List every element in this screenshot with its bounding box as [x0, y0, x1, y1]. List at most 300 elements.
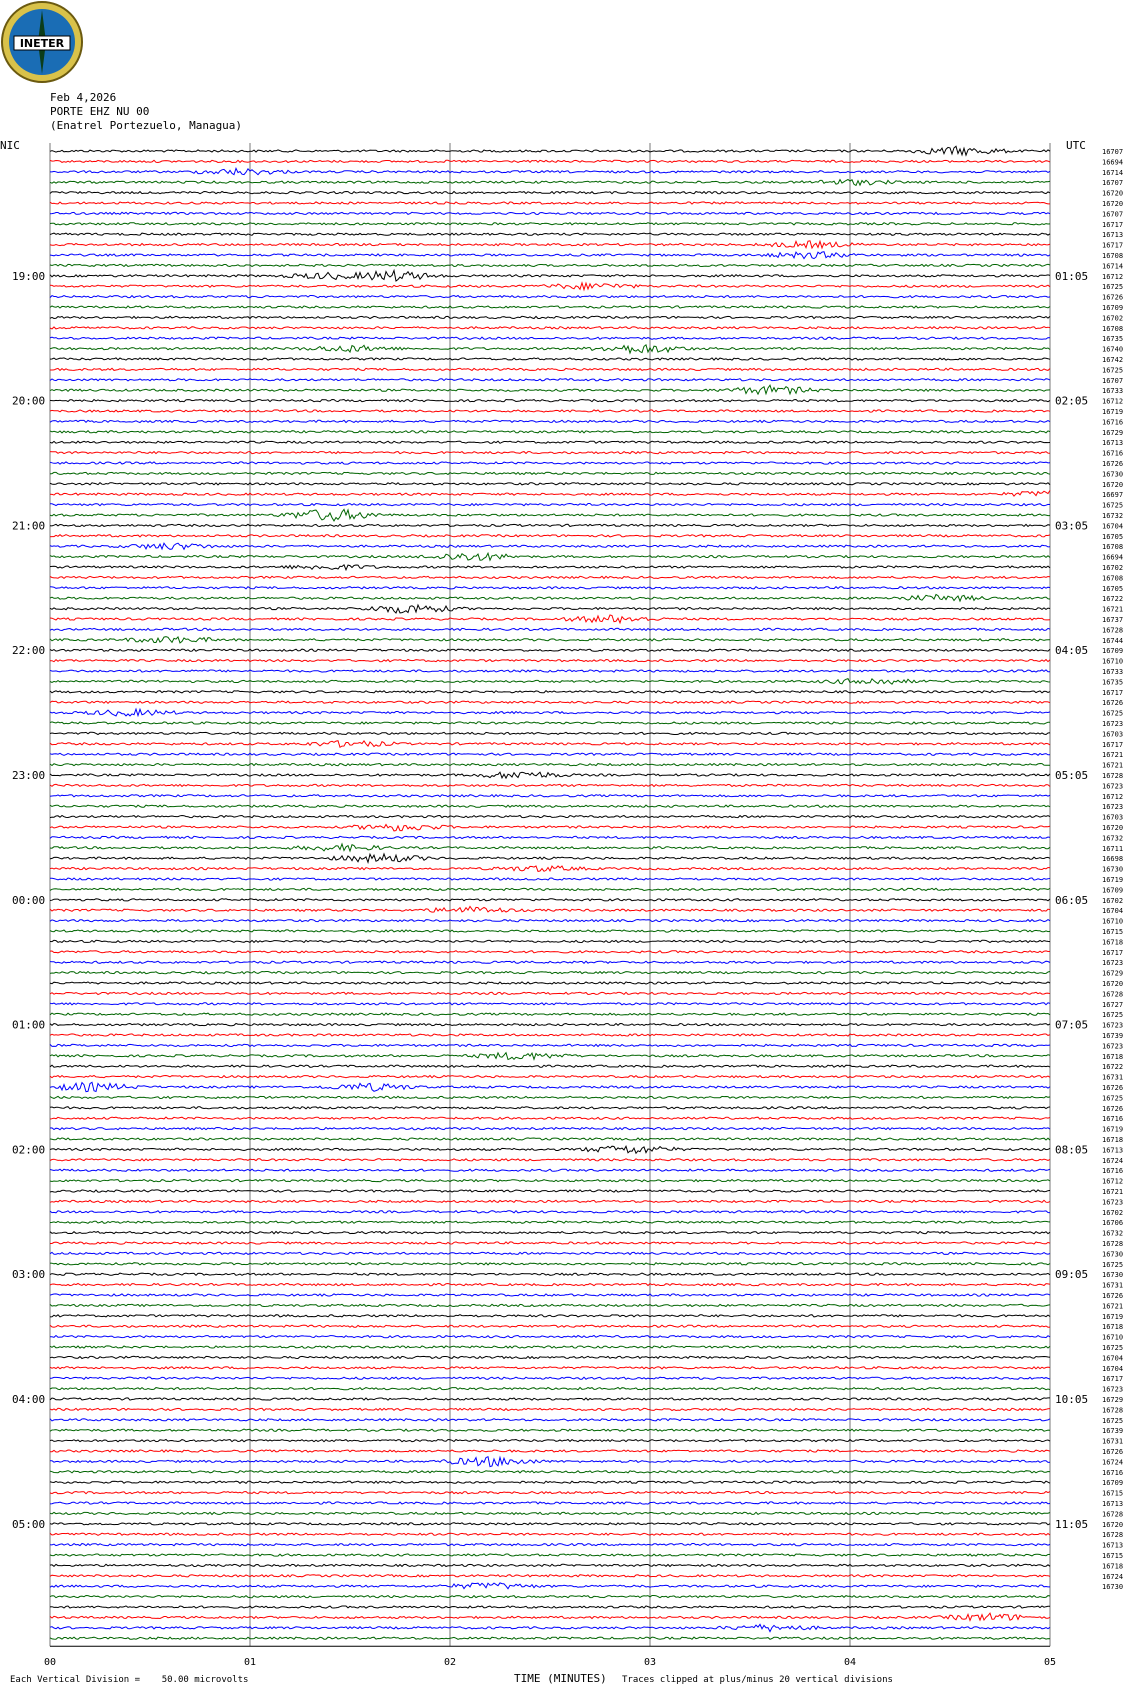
seismic-trace: [50, 192, 1050, 194]
seismic-trace: [50, 709, 1050, 716]
trace-value-label: 16717: [1102, 740, 1124, 749]
seismic-trace: [50, 1523, 1050, 1525]
seismic-trace: [50, 587, 1050, 589]
seismic-trace: [50, 1221, 1050, 1223]
seismic-trace: [50, 1034, 1050, 1036]
trace-value-label: 16724: [1102, 1572, 1124, 1581]
trace-value-label: 16726: [1102, 1448, 1124, 1456]
seismic-trace: [50, 509, 1050, 521]
trace-value-label: 16730: [1102, 865, 1124, 874]
trace-value-label: 16740: [1102, 345, 1124, 354]
seismic-trace: [50, 866, 1050, 871]
seismic-trace: [50, 1117, 1050, 1119]
seismic-trace: [50, 472, 1050, 474]
left-timezone-label: NIC: [0, 139, 20, 152]
trace-value-label: 16728: [1102, 1510, 1124, 1519]
trace-value-label: 16720: [1102, 1520, 1124, 1529]
nic-hour-label: 22:00: [12, 644, 46, 658]
trace-value-label: 16731: [1102, 1281, 1124, 1290]
x-tick-label: 05: [1043, 1657, 1057, 1668]
seismic-trace: [50, 930, 1050, 932]
seismic-trace: [50, 543, 1050, 549]
trace-value-label: 16704: [1102, 907, 1124, 916]
trace-value-label: 16733: [1102, 387, 1124, 396]
nic-hour-label: 20:00: [12, 394, 46, 408]
trace-value-label: 16728: [1102, 990, 1124, 999]
trace-value-label: 16722: [1102, 595, 1124, 604]
trace-value-label: 16726: [1102, 699, 1124, 708]
seismic-trace: [50, 1138, 1050, 1140]
trace-value-label: 16718: [1102, 1136, 1124, 1144]
seismic-trace: [50, 732, 1050, 734]
trace-value-label: 16721: [1102, 751, 1124, 760]
trace-value-label: 16725: [1102, 1011, 1124, 1020]
seismic-trace: [50, 691, 1050, 693]
trace-value-label: 16735: [1102, 678, 1124, 687]
trace-value-label: 16724: [1102, 1458, 1124, 1467]
seismic-trace: [50, 1013, 1050, 1015]
x-tick-label: 04: [843, 1657, 857, 1668]
trace-value-label: 16727: [1102, 1000, 1124, 1009]
seismic-trace: [50, 576, 1050, 578]
seismic-trace: [50, 1471, 1050, 1473]
trace-value-label: 16707: [1102, 210, 1124, 219]
trace-value-label: 16715: [1102, 1489, 1124, 1498]
trace-value-label: 16698: [1102, 855, 1124, 864]
seismic-trace: [50, 764, 1050, 766]
seismic-trace: [50, 961, 1050, 963]
trace-value-label: 16716: [1102, 449, 1124, 458]
trace-value-label: 16703: [1102, 730, 1124, 739]
nic-hour-label: 04:00: [12, 1393, 46, 1406]
trace-value-label: 16725: [1102, 1416, 1124, 1425]
trace-value-label: 16710: [1102, 917, 1124, 926]
trace-value-label: 16705: [1102, 584, 1124, 593]
seismic-trace: [50, 906, 1050, 912]
seismic-trace: [50, 1336, 1050, 1338]
trace-value-label: 16694: [1102, 158, 1124, 167]
seismic-trace: [50, 1377, 1050, 1379]
seismic-trace: [50, 615, 1050, 623]
utc-hour-label: 03:05: [1055, 519, 1089, 533]
seismic-trace: [50, 595, 1050, 602]
trace-value-label: 16709: [1102, 304, 1124, 312]
trace-value-label: 16723: [1102, 1198, 1124, 1207]
seismic-trace: [50, 327, 1050, 329]
trace-value-label: 16730: [1102, 1271, 1124, 1280]
utc-hour-label: 02:05: [1055, 394, 1089, 408]
seismic-trace: [50, 1398, 1050, 1400]
seismic-trace: [50, 1613, 1050, 1620]
trace-value-label: 16713: [1102, 439, 1124, 448]
seismic-trace: [50, 649, 1050, 651]
trace-value-label: 16742: [1102, 356, 1124, 364]
trace-value-label: 16731: [1102, 1073, 1124, 1082]
trace-value-label: 16721: [1102, 1188, 1124, 1196]
seismic-trace: [50, 1082, 1050, 1091]
trace-value-label: 16712: [1102, 1177, 1124, 1186]
x-tick-label: 01: [243, 1657, 257, 1668]
trace-value-label: 16739: [1102, 1032, 1124, 1040]
seismic-trace: [50, 1606, 1050, 1608]
seismic-trace: [50, 1232, 1050, 1234]
trace-value-label: 16717: [1102, 1375, 1124, 1384]
utc-hour-label: 10:05: [1055, 1393, 1089, 1406]
trace-value-label: 16714: [1102, 262, 1124, 271]
seismic-trace: [50, 888, 1050, 890]
seismic-trace: [50, 878, 1050, 880]
trace-value-label: 16722: [1102, 1063, 1124, 1072]
trace-value-label: 16725: [1102, 1260, 1124, 1269]
trace-value-label: 16725: [1102, 501, 1124, 510]
seismic-trace: [50, 784, 1050, 786]
seismic-trace: [50, 168, 1050, 174]
seismic-trace: [50, 836, 1050, 838]
clip-note: Traces clipped at plus/minus 20 vertical divisions: [622, 1675, 893, 1685]
trace-value-label: 16713: [1102, 1146, 1124, 1155]
trace-value-label: 16733: [1102, 668, 1124, 676]
seismic-trace: [50, 1533, 1050, 1535]
trace-value-label: 16717: [1102, 220, 1124, 229]
trace-value-label: 16719: [1102, 408, 1124, 416]
trace-value-label: 16721: [1102, 605, 1124, 614]
seismic-trace: [50, 605, 1050, 613]
trace-value-label: 16731: [1102, 1437, 1124, 1446]
trace-value-label: 16694: [1102, 553, 1124, 562]
trace-value-label: 16720: [1102, 189, 1124, 198]
seismic-trace: [50, 795, 1050, 797]
seismic-trace: [50, 420, 1050, 422]
seismic-trace: [50, 252, 1050, 259]
utc-hour-label: 05:05: [1055, 769, 1089, 782]
utc-hour-label: 06:05: [1055, 893, 1089, 907]
seismic-trace: [50, 1146, 1050, 1153]
trace-value-label: 16723: [1102, 782, 1124, 791]
trace-value-label: 16702: [1102, 564, 1124, 572]
seismic-trace: [50, 223, 1050, 225]
utc-hour-label: 01:05: [1055, 269, 1089, 283]
seismic-trace: [50, 1107, 1050, 1109]
seismic-trace: [50, 1554, 1050, 1556]
seismic-trace: [50, 241, 1050, 248]
seismic-trace: [50, 1346, 1050, 1348]
seismic-trace: [50, 271, 1050, 282]
nic-hour-label: 01:00: [12, 1018, 46, 1032]
trace-value-label: 16714: [1102, 168, 1124, 177]
seismic-trace: [50, 316, 1050, 318]
seismic-trace: [50, 1053, 1050, 1060]
trace-value-label: 16718: [1102, 1562, 1124, 1571]
trace-value-label: 16732: [1102, 834, 1124, 843]
seismic-trace: [50, 1388, 1050, 1390]
seismic-trace: [50, 1242, 1050, 1244]
seismic-trace: [50, 1263, 1050, 1265]
seismic-trace: [50, 160, 1050, 162]
trace-value-label: 16707: [1102, 179, 1124, 188]
trace-value-label: 16728: [1102, 1240, 1124, 1248]
trace-value-label: 16728: [1102, 1531, 1124, 1540]
station-code: PORTE EHZ NU 00: [50, 105, 150, 118]
trace-value-label: 16716: [1102, 1167, 1124, 1176]
utc-hour-label: 09:05: [1055, 1268, 1089, 1282]
trace-value-label: 16720: [1102, 824, 1124, 832]
seismic-trace: [50, 1624, 1050, 1631]
right-timezone-label: UTC: [1066, 139, 1086, 152]
seismic-trace: [50, 1200, 1050, 1202]
seismic-trace: [50, 701, 1050, 703]
trace-value-label: 16723: [1102, 1021, 1124, 1030]
trace-value-label: 16725: [1102, 709, 1124, 718]
seismic-trace: [50, 1180, 1050, 1182]
seismic-trace: [50, 337, 1050, 339]
logo-text: INETER: [19, 37, 65, 50]
seismic-trace: [50, 452, 1050, 454]
trace-value-label: 16717: [1102, 241, 1124, 250]
seismic-trace: [50, 920, 1050, 922]
seismic-trace: [50, 628, 1050, 630]
seismic-trace: [50, 805, 1050, 807]
seismic-trace: [50, 1408, 1050, 1410]
trace-value-label: 16710: [1102, 1333, 1124, 1342]
trace-value-label: 16726: [1102, 1084, 1124, 1092]
trace-value-label: 16726: [1102, 1292, 1124, 1300]
seismic-trace: [50, 1429, 1050, 1431]
seismic-trace: [50, 940, 1050, 942]
trace-value-label: 16717: [1102, 948, 1124, 957]
seismic-trace: [50, 1457, 1050, 1467]
seismic-trace: [50, 854, 1050, 862]
trace-value-label: 16706: [1102, 1219, 1124, 1228]
trace-value-label: 16709: [1102, 886, 1124, 895]
trace-value-label: 16721: [1102, 1302, 1124, 1311]
seismic-trace: [50, 1315, 1050, 1317]
seismic-trace: [50, 1450, 1050, 1452]
seismic-trace: [50, 660, 1050, 662]
trace-value-label: 16718: [1102, 938, 1124, 947]
trace-value-label: 16725: [1102, 1344, 1124, 1352]
trace-value-label: 16720: [1102, 480, 1124, 489]
seismic-trace: [50, 1512, 1050, 1514]
trace-value-label: 16723: [1102, 803, 1124, 812]
trace-value-label: 16716: [1102, 1115, 1124, 1124]
seismic-trace: [50, 741, 1050, 748]
trace-value-label: 16728: [1102, 626, 1124, 635]
seismic-trace: [50, 146, 1050, 155]
trace-value-label: 16715: [1102, 928, 1124, 936]
trace-value-label: 16728: [1102, 772, 1124, 780]
trace-value-label: 16707: [1102, 376, 1124, 385]
trace-value-label: 16703: [1102, 813, 1124, 822]
trace-value-label: 16704: [1102, 522, 1124, 531]
trace-value-label: 16709: [1102, 1479, 1124, 1488]
seismic-trace: [50, 1003, 1050, 1005]
seismic-trace: [50, 565, 1050, 570]
trace-value-label: 16702: [1102, 1208, 1124, 1217]
seismic-trace: [50, 1252, 1050, 1254]
seismic-trace: [50, 283, 1050, 290]
seismic-trace: [50, 1492, 1050, 1494]
seismic-trace: [50, 1544, 1050, 1546]
seismic-trace: [50, 1481, 1050, 1483]
seismic-trace: [50, 410, 1050, 412]
utc-hour-label: 08:05: [1055, 1143, 1089, 1157]
seismic-trace: [50, 825, 1050, 831]
seismic-trace: [50, 1273, 1050, 1275]
seismic-trace: [50, 1076, 1050, 1078]
trace-value-label: 16719: [1102, 1125, 1124, 1134]
seismic-trace: [50, 1564, 1050, 1566]
seismic-trace: [50, 1440, 1050, 1442]
trace-value-label: 16728: [1102, 1406, 1124, 1415]
trace-value-label: 16723: [1102, 1042, 1124, 1051]
nic-hour-label: 00:00: [12, 893, 46, 907]
trace-value-label: 16702: [1102, 314, 1124, 323]
seismic-trace: [50, 483, 1050, 485]
trace-value-label: 16729: [1102, 428, 1124, 437]
trace-value-label: 16730: [1102, 470, 1124, 479]
seismic-trace: [50, 296, 1050, 298]
seismic-trace: [50, 1169, 1050, 1171]
trace-value-label: 16719: [1102, 1312, 1124, 1321]
trace-value-label: 16709: [1102, 647, 1124, 656]
seismic-trace: [50, 358, 1050, 360]
seismic-trace: [50, 379, 1050, 381]
trace-value-label: 16708: [1102, 252, 1124, 260]
trace-value-label: 16707: [1102, 148, 1124, 156]
trace-value-label: 16729: [1102, 969, 1124, 978]
seismic-trace: [50, 441, 1050, 443]
trace-value-label: 16730: [1102, 1583, 1124, 1592]
trace-value-label: 16732: [1102, 1229, 1124, 1238]
trace-value-label: 16713: [1102, 1541, 1124, 1550]
seismic-trace: [50, 1637, 1050, 1639]
trace-value-label: 16735: [1102, 335, 1124, 344]
x-tick-label: 02: [443, 1657, 457, 1668]
station-location: (Enatrel Portezuelo, Managua): [50, 119, 243, 132]
seismic-trace: [50, 202, 1050, 204]
trace-value-label: 16729: [1102, 1396, 1124, 1404]
nic-hour-label: 05:00: [12, 1517, 46, 1531]
trace-value-label: 16702: [1102, 896, 1124, 905]
seismic-trace: [50, 1502, 1050, 1504]
seismic-trace: [50, 844, 1050, 851]
seismic-trace: [50, 504, 1050, 506]
x-tick-label: 00: [43, 1657, 57, 1668]
seismic-trace: [50, 753, 1050, 755]
seismic-trace: [50, 1419, 1050, 1421]
seismic-trace: [50, 385, 1050, 394]
scale-note: Each Vertical Division = 50.00 microvolts: [10, 1675, 249, 1685]
trace-value-label: 16726: [1102, 460, 1124, 468]
trace-value-label: 16720: [1102, 980, 1124, 988]
seismic-trace: [50, 1367, 1050, 1369]
seismic-trace: [50, 1304, 1050, 1306]
seismic-trace: [50, 1159, 1050, 1161]
seismic-trace: [50, 1211, 1050, 1213]
trace-value-label: 16732: [1102, 512, 1124, 520]
trace-value-label: 16716: [1102, 418, 1124, 427]
trace-value-label: 16720: [1102, 200, 1124, 208]
seismic-trace: [50, 1128, 1050, 1130]
seismic-trace: [50, 431, 1050, 433]
trace-value-label: 16723: [1102, 959, 1124, 968]
seismic-trace: [50, 264, 1050, 266]
seismic-trace: [50, 992, 1050, 994]
trace-value-label: 16723: [1102, 1385, 1124, 1394]
trace-value-label: 16713: [1102, 1500, 1124, 1508]
seismic-trace: [50, 1065, 1050, 1067]
trace-value-label: 16712: [1102, 397, 1124, 406]
trace-value-label: 16708: [1102, 574, 1124, 583]
seismic-trace: [50, 535, 1050, 537]
trace-value-label: 16717: [1102, 688, 1124, 697]
nic-hour-label: 02:00: [12, 1143, 46, 1157]
trace-value-label: 16718: [1102, 1323, 1124, 1332]
seismic-trace: [50, 400, 1050, 402]
seismic-trace: [50, 524, 1050, 526]
seismic-trace: [50, 1575, 1050, 1577]
nic-hour-label: 19:00: [12, 269, 46, 283]
seismic-trace: [50, 180, 1050, 186]
seismic-trace: [50, 982, 1050, 984]
seismic-trace: [50, 972, 1050, 974]
seismic-trace: [50, 1356, 1050, 1358]
trace-value-label: 16715: [1102, 1552, 1124, 1560]
nic-hour-label: 03:00: [12, 1268, 46, 1282]
seismic-trace: [50, 1596, 1050, 1598]
trace-value-label: 16704: [1102, 1354, 1124, 1363]
seismic-trace: [50, 233, 1050, 235]
trace-value-label: 16719: [1102, 876, 1124, 884]
trace-value-label: 16713: [1102, 231, 1124, 240]
seismic-trace: [50, 679, 1050, 685]
trace-value-label: 16724: [1102, 1156, 1124, 1165]
seismic-trace: [50, 212, 1050, 214]
seismic-trace: [50, 1284, 1050, 1286]
utc-hour-label: 07:05: [1055, 1018, 1089, 1032]
seismic-trace: [50, 772, 1050, 778]
trace-value-label: 16721: [1102, 761, 1124, 770]
seismic-trace: [50, 1294, 1050, 1296]
trace-value-label: 16716: [1102, 1468, 1124, 1477]
trace-value-label: 16711: [1102, 844, 1124, 853]
trace-value-label: 16710: [1102, 657, 1124, 666]
trace-value-label: 16704: [1102, 1364, 1124, 1373]
seismic-trace: [50, 1583, 1050, 1589]
trace-value-label: 16718: [1102, 1052, 1124, 1061]
seismic-trace: [50, 816, 1050, 818]
seismic-trace: [50, 368, 1050, 370]
seismic-trace: [50, 722, 1050, 724]
x-tick-label: 03: [643, 1657, 657, 1668]
seismic-trace: [50, 553, 1050, 560]
seismic-trace: [50, 899, 1050, 901]
trace-value-label: 16725: [1102, 283, 1124, 292]
trace-value-label: 16730: [1102, 1250, 1124, 1259]
trace-value-label: 16712: [1102, 792, 1124, 801]
seismic-trace: [50, 345, 1050, 353]
seismic-trace: [50, 1044, 1050, 1046]
seismic-trace: [50, 637, 1050, 643]
trace-value-label: 16723: [1102, 720, 1124, 728]
trace-value-label: 16726: [1102, 1104, 1124, 1113]
seismic-trace: [50, 1325, 1050, 1327]
trace-value-label: 16725: [1102, 1094, 1124, 1103]
trace-value-label: 16712: [1102, 272, 1124, 281]
nic-hour-label: 21:00: [12, 519, 46, 533]
utc-hour-label: 11:05: [1055, 1517, 1089, 1531]
seismic-trace: [50, 1096, 1050, 1098]
